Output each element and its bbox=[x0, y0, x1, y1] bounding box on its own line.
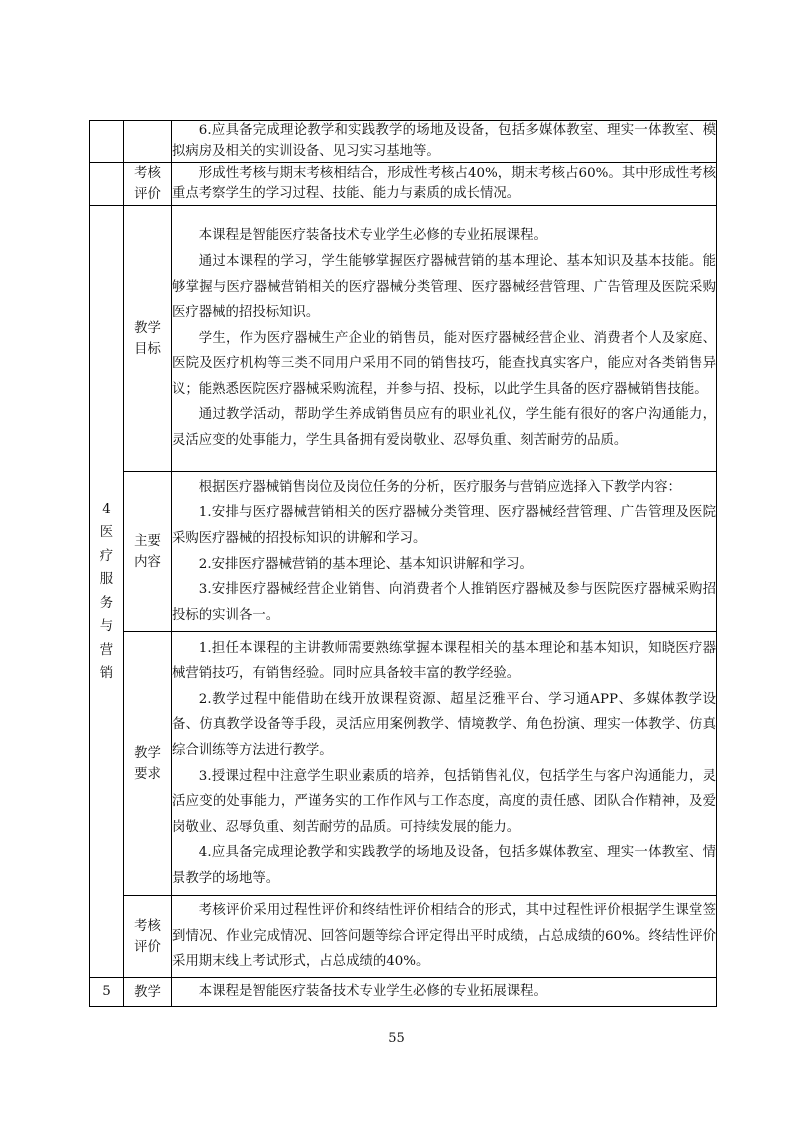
course-table bbox=[89, 120, 717, 1007]
course4-requirements-p4: 4.应具备完成理论教学和实践教学的场地及设备，包括多媒体教室、理实一体教室、情景教学的场地等。 bbox=[172, 845, 716, 886]
course4-assessment-label: 考核 评价 bbox=[124, 896, 172, 978]
course4-content-cell bbox=[172, 472, 717, 632]
course4-assessment-cell bbox=[172, 896, 717, 978]
course4-objectives-p4: 通过教学活动，帮助学生养成销售员应有的职业礼仪，学生能有很好的客户沟通能力，灵活应变的处事能力，学生具备拥有爱岗敬业、忍辱负重、刻苦耐劳的品质。 bbox=[172, 407, 716, 449]
course4-requirements-p2: 2.教学过程中能借助在线开放课程资源、超星泛雅平台、学习通APP、多媒体教学设备、仿真教学设备等手段，灵活应用案例教学、情境教学、角色扮演、理实一体教学、仿真综合训练等方法进行教学。 bbox=[172, 691, 716, 758]
course4-requirements-label: 教学 要求 bbox=[124, 632, 172, 896]
course4-name-char: 销 bbox=[99, 666, 114, 681]
course4-objectives-cell bbox=[172, 206, 717, 472]
prev-number-cell bbox=[90, 121, 124, 163]
prev-assessment-text: 形成性考核与期末考核相结合，形成性考核占40%，期末考核占60%。其中形成性考核重点考察学生的学习过程、技能、能力与素质的成长情况。 bbox=[172, 165, 716, 201]
course4-number: 4 bbox=[102, 501, 111, 517]
course4-content-label: 主要 内容 bbox=[124, 472, 172, 632]
row-course4-requirements bbox=[90, 632, 717, 896]
prev-requirements-text: 6.应具备完成理论教学和实践教学的场地及设备，包括多媒体教室、理实一体教室、模拟病房及相关的实训设备、见习实习基地等。 bbox=[172, 123, 716, 159]
course5-label: 教学 bbox=[124, 978, 172, 1007]
course4-requirements-p3: 3.授课过程中注意学生职业素质的培养，包括销售礼仪，包括学生与客户沟通能力，灵活应变的处事能力，严谨务实的工作作风与工作态度，高度的责任感、团队合作精神，及爱岗敬业、忍辱负重、刻苦耐劳的品质。可持续发展的能力。 bbox=[172, 768, 716, 835]
course4-name-char: 疗 bbox=[99, 548, 114, 564]
prev-label-cell bbox=[124, 121, 172, 163]
course4-requirements-cell bbox=[172, 632, 717, 896]
course4-objectives-p1: 本课程是智能医疗装备技术专业学生必修的专业拓展课程。 bbox=[198, 228, 547, 244]
course4-requirements-p1: 1.担任本课程的主讲教师需要熟练掌握本课程相关的基本理论和基本知识，知晓医疗器械营销技巧，有销售经验。同时应具备较丰富的教学经验。 bbox=[172, 640, 716, 682]
course4-content-p4: 3.安排医疗器械经营企业销售、向消费者个人推销医疗器械及参与医院医疗器械采购招投标的实训各一。 bbox=[172, 582, 716, 623]
row-prev-assessment bbox=[90, 163, 717, 206]
course5-text-cell bbox=[172, 978, 717, 1007]
course4-objectives-label: 教学 目标 bbox=[124, 206, 172, 472]
prev-assessment-label: 考核 评价 bbox=[124, 163, 172, 206]
prev-assessment-cell bbox=[172, 163, 717, 206]
course4-number-cell bbox=[90, 206, 124, 978]
row-course4-content bbox=[90, 472, 717, 632]
prev-number-cell bbox=[90, 163, 124, 206]
course4-name-char: 营 bbox=[99, 642, 114, 658]
course4-objectives-p3: 学生，作为医疗器械生产企业的销售员，能对医疗器械经营企业、消费者个人及家庭、医院及医疗机构等三类不同用户采用不同的销售技巧，能查找真实客户，能应对各类销售异议；能熟悉医院医疗器械采购流程，并参与招、投标，以此学生具备的医疗器械销售技能。 bbox=[172, 330, 716, 397]
course4-objectives-p2: 通过本课程的学习，学生能够掌握医疗器械营销的基本理论、基本知识及基本技能。能够掌握与医疗器械营销相关的医疗器械分类管理、医疗器械经营管理、广告管理及医院采购医疗器械的招投标知识。 bbox=[172, 253, 716, 321]
prev-requirements-cell bbox=[172, 121, 717, 163]
course4-content-p2: 1.安排与医疗器械营销相关的医疗器械分类管理、医疗器械经营管理、广告管理及医院采购医疗器械的招投标知识的讲解和学习。 bbox=[172, 505, 716, 546]
course4-content-p3: 2.安排医疗器械营销的基本理论、基本知识讲解和学习。 bbox=[198, 556, 533, 572]
course4-name-char: 务 bbox=[99, 595, 114, 611]
course4-assessment-text: 考核评价采用过程性评价和终结性评价相结合的形式，其中过程性评价根据学生课堂签到情况、作业完成情况、回答问题等综合评定得出平时成绩，占总成绩的60%。终结性评价采用期末线上考试形式，占总成绩的40%。 bbox=[172, 903, 716, 970]
course4-name-char: 医 bbox=[99, 525, 114, 540]
course5-number: 5 bbox=[90, 978, 124, 1007]
row-prev-requirements bbox=[90, 121, 717, 163]
course4-name-char: 服 bbox=[99, 572, 114, 587]
row-course4-objectives bbox=[90, 206, 717, 472]
course4-name-char: 与 bbox=[99, 619, 114, 634]
course5-text: 本课程是智能医疗装备技术专业学生必修的专业拓展课程。 bbox=[198, 983, 547, 999]
row-course5 bbox=[90, 978, 717, 1007]
row-course4-assessment bbox=[90, 896, 717, 978]
course4-content-p1: 根据医疗器械销售岗位及岗位任务的分析，医疗服务与营销应选择入下教学内容： bbox=[198, 479, 681, 495]
page-number: 55 bbox=[388, 1031, 405, 1046]
